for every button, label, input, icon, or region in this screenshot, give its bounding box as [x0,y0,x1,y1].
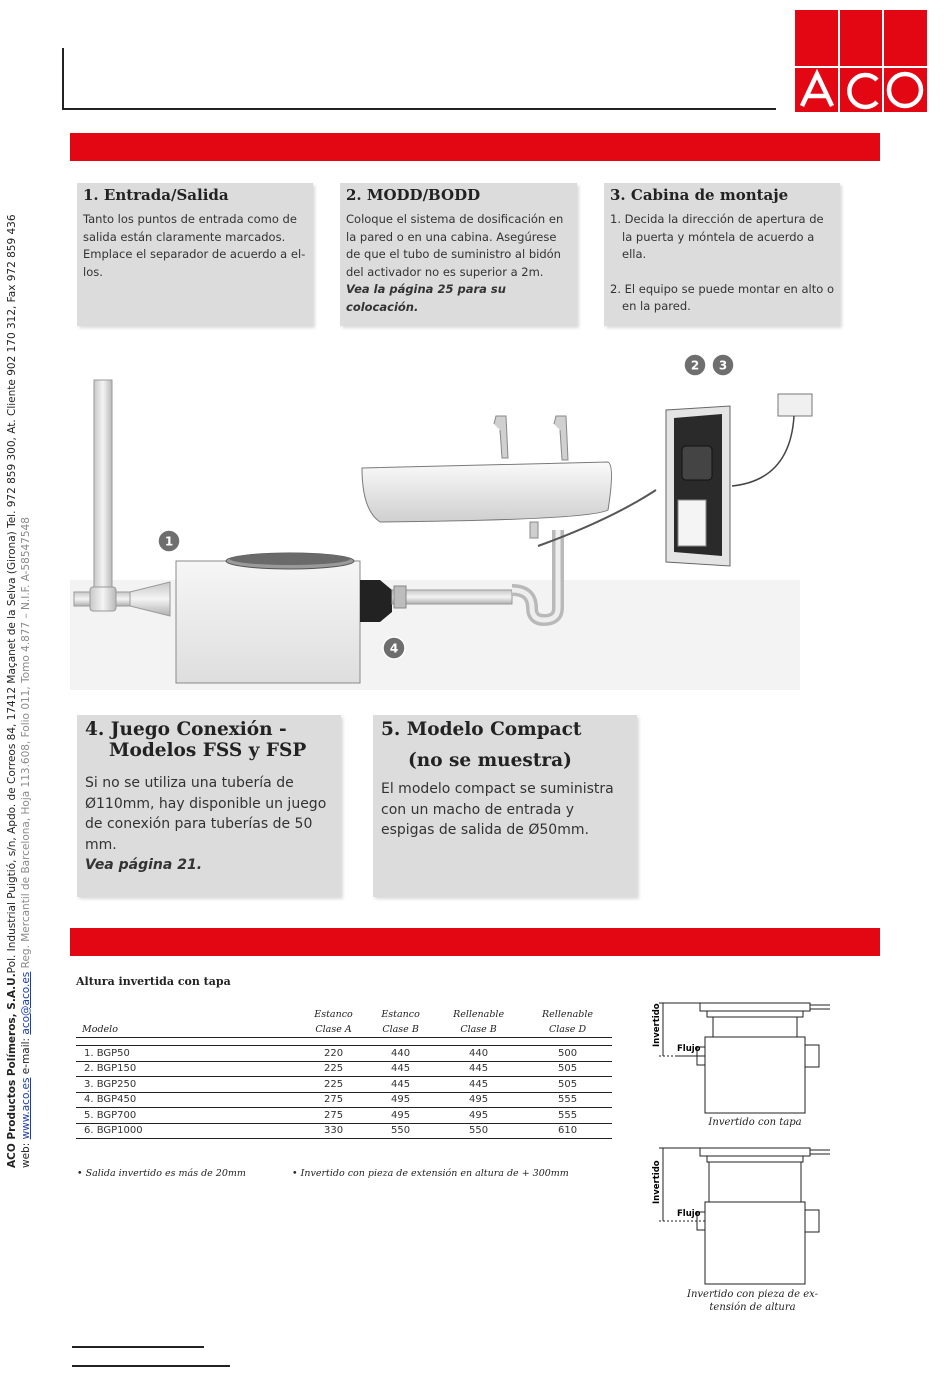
step-body: Coloque el sistema de dosificación en la pared o en una cabina. Asegúrese de que el tubo de suministro al bidón del activador no es superior a 2m. [346,212,564,279]
footer-line-1 [72,1346,204,1348]
callout-1 [158,530,180,552]
step-subtitle: Modelos FSS y FSP [109,740,307,761]
sidebar-company-info [6,214,19,1168]
email-label: e-mail: [20,1034,32,1078]
table-row: 5. BGP700 275 495 495 555 [76,1108,612,1124]
web-link[interactable]: www.aco.es [20,1077,32,1140]
step-box-5 [373,715,637,897]
inflow-pipe [94,380,112,605]
flujo-label: Flujo [677,1044,701,1054]
section-bar-top [70,133,880,161]
header-model: Modelo [76,1003,300,1038]
header-col: Estanco Clase A [300,1003,367,1038]
email-link[interactable]: aco@aco.es [20,971,32,1035]
callout-4 [383,637,405,659]
invert-diagram-2 [645,1140,840,1290]
step-body: El modelo compact se suministra con un macho de entrada y espigas de salida de Ø50mm. [381,781,614,838]
table-row: 3. BGP250 225 445 445 505 [76,1077,612,1093]
table-header-row [76,1003,612,1038]
step-box-1 [77,183,313,326]
callout-2 [684,354,706,376]
table-row: 6. BGP1000 330 550 550 610 [76,1123,612,1139]
step-subtitle: (no se muestra) [408,750,572,771]
step-item-2: 2. El equipo se puede montar en alto o en la pared. [610,281,834,313]
section-bar-bottom [70,928,880,956]
sink [362,462,612,522]
separator-tank [176,561,360,683]
footnote-1: • Salida invertido es más de 20mm [77,1168,246,1179]
step-box-4 [77,715,341,897]
table-row: 2. BGP150 225 445 445 505 [76,1061,612,1077]
step-body: Tanto los puntos de entrada como de salida están claramente marcados. Emplace el separador de acuerdo a el-los. [83,212,306,279]
caption-1: Invertido con tapa [708,1117,802,1128]
header-col: Rellenable Clase D [523,1003,612,1038]
step-title: 4. Juego Conexión - [85,719,287,740]
flujo-label: Flujo [677,1209,701,1219]
step-body: Si no se utiliza una tubería de Ø110mm, hay disponible un juego de conexión para tuberías de 50 mm. [85,775,327,853]
company-name: ACO Productos Polímeros, S.A.U. [6,973,18,1168]
footer-line-2 [72,1365,230,1367]
caption-2: Invertido con pieza de ex-tensión de altura [687,1289,818,1313]
invert-height-table [76,1003,612,1139]
step-box-2 [340,183,577,326]
footnote-2: • Invertido con pieza de extensión en altura de + 300mm [292,1168,569,1179]
header-col: Rellenable Clase B [434,1003,523,1038]
header-rule-horizontal [62,108,776,110]
installation-diagram [70,350,870,700]
company-address: Pol. Industrial Puigtió, s/n, Apdo. de Correos 84, 17412 Maçanet de la Selva (Girona) Tel. 972 859 300, At. Cliente 902 170 312, Fax 972 859 436 [6,214,18,974]
invertido-label: Invertido [652,1003,662,1047]
aco-logo-graphic [795,10,927,112]
aco-logo [795,10,927,112]
step-title: 1. Entrada/Salida [83,186,229,204]
svg-text:3: 3 [718,358,728,373]
registry-info: Reg. Mercantil de Barcelona, Hoja 113.608, Folio 011, Tomo 4.877 – N.I.F. A-58547548 [20,517,32,972]
callout-3 [712,354,734,376]
step-title: 2. MODD/BODD [346,186,481,204]
svg-text:1: 1 [164,534,174,549]
web-label: web: [20,1139,32,1168]
table-row: 1. BGP50 220 440 440 500 [76,1046,612,1062]
step-box-3 [604,183,840,326]
step-note: Vea la página 25 para su colocación. [346,282,506,314]
step-title: 5. Modelo Compact [381,719,582,740]
step-note: Vea página 21. [85,857,203,873]
sidebar-contact-info [20,517,33,1168]
svg-text:2: 2 [690,358,700,373]
step-title: 3. Cabina de montaje [610,186,789,204]
table-title: Altura invertida con tapa [76,975,231,988]
svg-text:4: 4 [389,641,399,656]
step-item-1: 1. Decida la dirección de apertura de la puerta y móntela de acuerdo a ella. [610,212,824,261]
invertido-label: Invertido [652,1160,662,1204]
table-row: 4. BGP450 275 495 495 555 [76,1092,612,1108]
header-col: Estanco Clase B [367,1003,434,1038]
invert-diagram-1 [645,995,840,1120]
header-rule-vertical [62,48,64,110]
